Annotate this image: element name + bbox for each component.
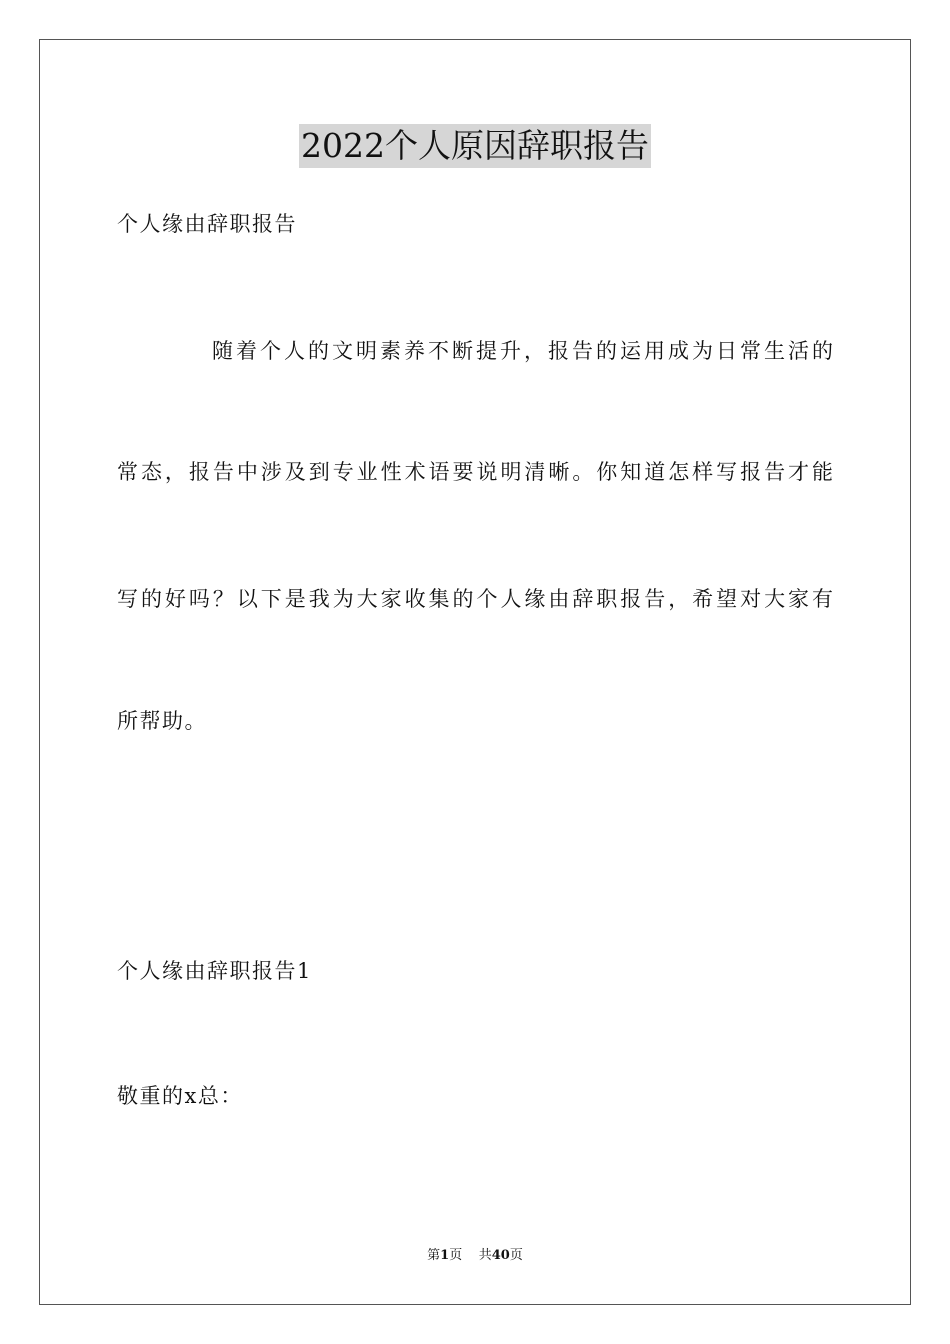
intro-line-3: 写的好吗？以下是我为大家收集的个人缘由辞职报告，希望对大家有 [117,587,833,611]
document-title: 2022个人原因辞职报告 [299,124,651,168]
footer-page-suffix: 页 [449,1248,463,1263]
footer-total-suffix: 页 [509,1248,523,1263]
footer-total-pages: 40 [491,1248,510,1263]
section-title: 个人缘由辞职报告1 [117,959,312,983]
document-heading: 个人缘由辞职报告 [117,212,297,236]
intro-line-2: 常态，报告中涉及到专业性术语要说明清晰。你知道怎样写报告才能 [117,460,833,484]
footer-page-prefix: 第 [427,1248,441,1263]
title-container [0,124,950,168]
intro-line-4: 所帮助。 [117,709,207,733]
page-footer [0,1247,950,1265]
footer-total-prefix: 共 [478,1248,492,1263]
intro-line-1: 随着个人的文明素养不断提升，报告的运用成为日常生活的 [212,339,833,363]
footer-page-number: 1 [440,1248,450,1263]
salutation: 敬重的x总： [117,1084,243,1108]
